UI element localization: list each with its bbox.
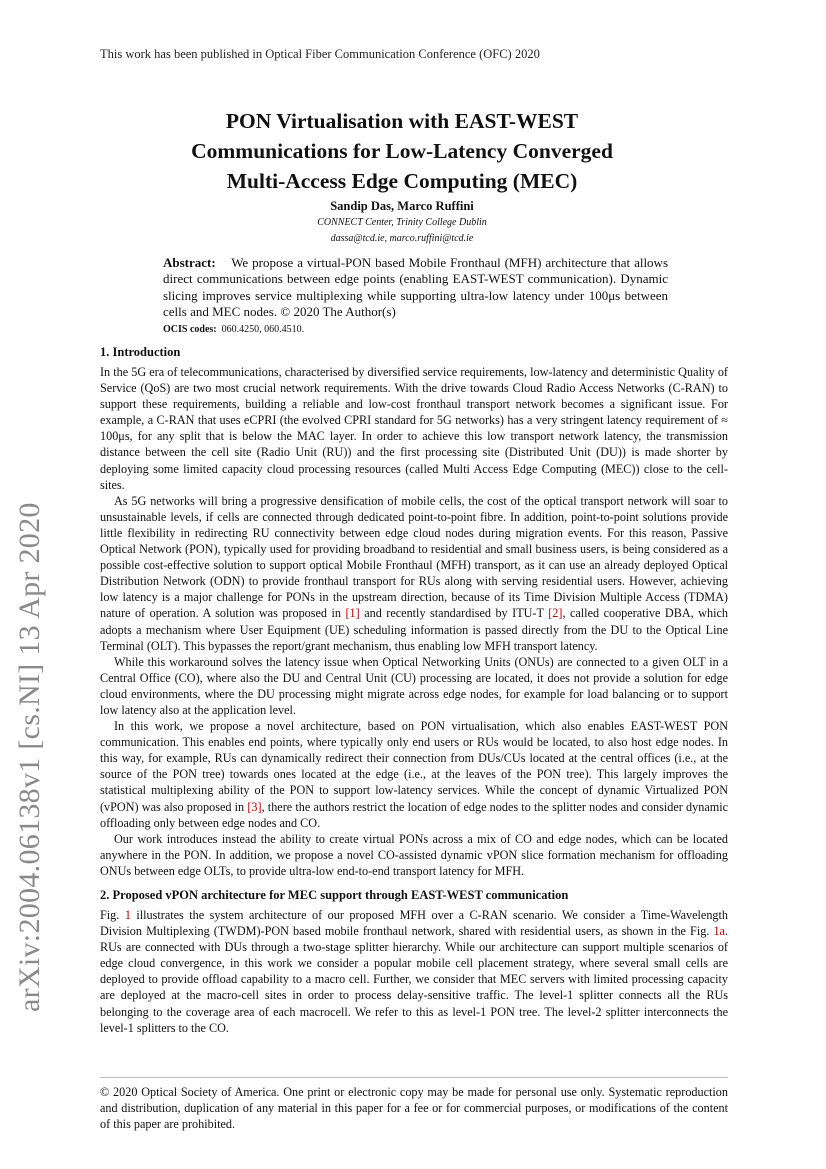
abstract-text: We propose a virtual-PON based Mobile Fronthaul (MFH) architecture that allows direct communications between edge points (enabling EAST-WEST communication). Dynamic slicing improves service multiplexing while supporting ultra-low latency under 100μs between cells and MEC nodes. © 2020 The Author(s) [163,255,669,320]
title-line: Multi-Access Edge Computing (MEC) [226,169,578,193]
paragraph: While this workaround solves the latency issue when Optical Networking Units (ONUs) are connected to a given OLT in a Central Office (CO), where also the DU and Central Unit (CU) processing are located, it does not provide a solution for edge cloud environments, where the DU processing might migrate across edge nodes, for example for load balancing or to support low latency also at the application level. [100,654,728,717]
paragraph-text: , there the authors restrict the location of edge nodes to the splitter nodes and consider dynamic offloading only between edge nodes and CO. [100,799,729,830]
citation-link[interactable]: [2] [548,606,563,621]
paragraph-text: In this work, we propose a novel architecture, based on PON virtualisation, which also enables EAST-WEST PON communication. This enables end points, where typically only end users or RUs would be located, to also host edge nodes. In this way, for example, RUs can dynamically redirect their connection from DUs/CUs located at the central offices (i.e., at the source of the PON tree) towards ones located at the edge (i.e., at the leaves of the PON tree). This largely improves the statistical multiplexing ability of the PON to support low-latency services. While the concept of dynamic Virtualized PON (vPON) was also proposed in [100,719,728,814]
paragraph-text: Fig. [100,908,125,922]
citation-link[interactable]: [3] [247,799,262,814]
section-heading-architecture: 2. Proposed vPON architecture for MEC support through EAST-WEST communication [100,888,569,902]
paper-body [100,344,728,1036]
paper-title [100,106,704,196]
ocis-codes [163,322,668,338]
paragraph [100,493,728,654]
section-heading-introduction: 1. Introduction [100,345,181,359]
citation-link[interactable]: [1] [345,606,360,621]
paragraph-text: As 5G networks will bring a progressive densification of mobile cells, the cost of the optical transport network will soar to unsustainable levels, if cells are connected through dedicated point-to-point fibre. In addition, point-to-point solutions provide little flexibility in redirecting RU connectivity between edge cloud nodes during migration events. For this reason, Passive Optical Network (PON), typically used for providing broadband to residential and small business users, is being considered as a possible cost-effective solution to support optical Mobile Fronthaul (MFH) transport, as it can use an already deployed Optical Distribution Network (ODN) to provide fronthaul transport for RUs along with serving residential users. However, achieving low latency is a major challenge for PONs in the upstream direction, because of its Time Division Multiple Access (TDMA) nature of operation. A solution was proposed in [100,493,728,621]
title-line: Communications for Low-Latency Converged [191,139,613,163]
figure-link[interactable]: 1a [713,924,725,939]
title-line: PON Virtualisation with EAST-WEST [225,109,579,133]
footer-divider [100,1077,728,1078]
paragraph [100,718,728,831]
abstract-label: Abstract: [163,255,216,270]
arxiv-stamp: arXiv:2004.06138v1 [cs.NI] 13 Apr 2020 [13,502,46,1012]
paragraph-text: , called cooperative DBA, which adopts a mechanism where User Equipment (UE) scheduling information is passed directly from the DU to the Optical Line Terminal (OLT). This bypasses the report/grant mechanism, thus enabling low MFH transport latency. [100,606,728,653]
paragraph [100,907,728,1036]
paragraph: In the 5G era of telecommunications, characterised by diversified service requirements, low-latency and deterministic Quality of Service (QoS) are two most crucial network requirements. With the drive towards Cloud Radio Access Networks (C-RAN) to support these requirements, building a reliable and low-cost fronthaul transport network becomes a significant issue. For example, a C-RAN that uses eCPRI (the evolved CPRI standard for 5G networks) has a very stringent latency requirement of ≈ 100μs, for any split that is below the MAC layer. In order to achieve this low transport network latency, the transmission distance between the cell site (Radio Unit (RU)) and the first processing site (Distributed Unit (DU)) is made shorter by deploying some limited capacity cloud processing resources (called Multi Access Edge Computing (MEC)) close to the cell-sites. [100,365,728,492]
figure-link[interactable]: 1 [124,908,131,922]
ocis-values: 060.4250, 060.4510. [221,323,305,335]
publication-note: This work has been published in Optical Fiber Communication Conference (OFC) 2020 [100,47,540,61]
paragraph: Our work introduces instead the ability to create virtual PONs across a mix of CO and edge nodes, which can be located anywhere in the PON. In addition, we propose a novel CO-assisted dynamic vPON slice formation mechanism for offloading ONUs between edge OLTs, to provide ultra-low end-to-end transport latency for MFH. [100,831,728,878]
author-emails: dassa@tcd.ie, marco.ruffini@tcd.ie [330,233,474,244]
authors: Sandip Das, Marco Ruffini [330,199,474,213]
paragraph-text: illustrates the system architecture of our proposed MFH over a C-RAN scenario. We consider a Time-Wavelength Division Multiplexing (TWDM)-PON based mobile fronthaul network, shared with residential users, as shown in the Fig. [100,908,729,939]
abstract-block [163,255,668,338]
affiliation: CONNECT Center, Trinity College Dublin [317,217,487,228]
paragraph-text: and recently standardised by ITU-T [359,606,549,621]
paragraph-text: . RUs are connected with DUs through a two-stage splitter hierarchy. While our architecture can support multiple scenarios of edge cloud convergence, in this work we consider a popular mobile cell placement strategy, where several small cells are deployed to provide offload capability to a macro cell. Further, we consider that MEC servers with limited processing capacity are deployed at the macro-cell sites in order to process delay-sensitive traffic. The level-1 splitter connects all the RUs belonging to the coverage area of each macrocell. We refer to this as level-1 PON tree. The level-2 splitter interconnects the level-1 splitters to the CO. [100,924,728,1035]
ocis-label: OCIS codes: [163,323,217,335]
copyright-notice: © 2020 Optical Society of America. One print or electronic copy may be made for personal use only. Systematic reproduction and distribution, duplication of any material in this paper for a fee or for commercial purposes, or modifications of the content of this paper are prohibited. [100,1085,728,1132]
